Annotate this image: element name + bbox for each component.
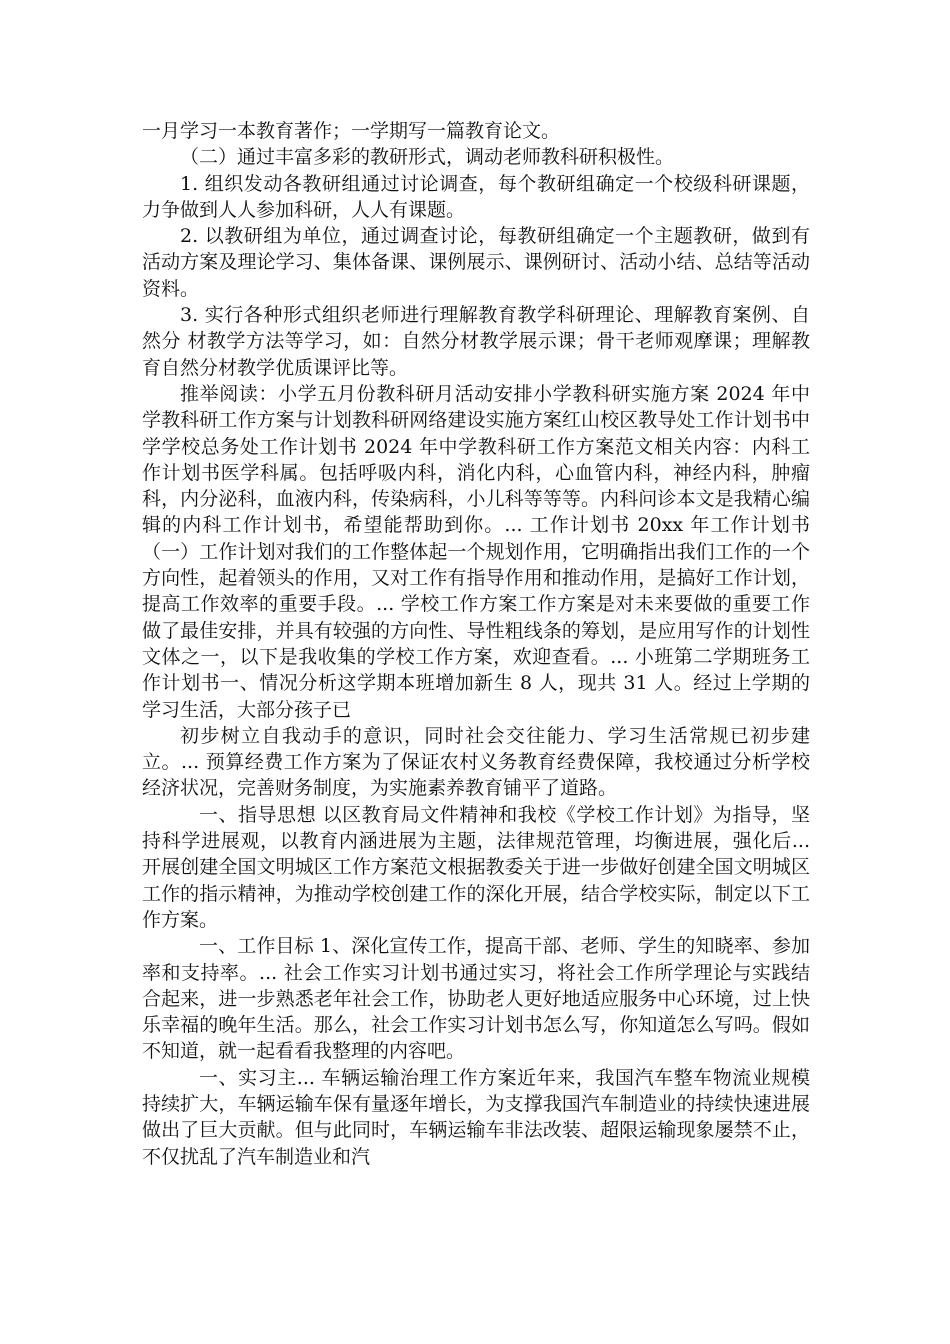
- paragraph-8: 一、指导思想 以区教育局文件精神和我校《学校工作计划》为指导，坚持科学进展观，以教育内涵进展为主题，法律规范管理，均衡进展，强化后... 开展创建全国文明城区工作方案范文根据教委关于进一步做好创建全国文明城区工作的指示精神，为推动学校创建工作的深化开展，结合学校实际，制定以下工作方案。: [142, 803, 810, 931]
- paragraph-1: 一月学习一本教育著作；一学期写一篇教育论文。: [142, 120, 561, 142]
- paragraph-3: 1. 组织发动各教研组通过讨论调查，每个教研组确定一个校级科研课题，力争做到人人参加科研，人人有课题。: [142, 172, 810, 221]
- paragraph-5: 3. 实行各种形式组织老师进行理解教育教学科研理论、理解教育案例、自然分 材教学方法等学习，如：自然分材教学展示课；骨干老师观摩课；理解教育自然分材教学优质课评比等。: [142, 304, 810, 379]
- paragraph-4: 2. 以教研组为单位，通过调查讨论，每教研组确定一个主题教研，做到有活动方案及理论学习、集体备课、课例展示、课例研讨、活动小结、总结等活动资料。: [142, 225, 810, 300]
- document-page: [142, 118, 810, 1170]
- paragraph-6: 推举阅读：小学五月份教科研月活动安排小学教科研实施方案 2024 年中学教科研工作方案与计划教科研网络建设实施方案红山校区教导处工作计划书中学学校总务处工作计划书 2024 年中学教科研工作方案范文相关内容：内科工作计划书医学科属。包括呼吸内科，消化内科，心血管内科，神经内科，肿瘤科，内分泌科，血液内科，传染病科，小儿科等等等。内科问诊本文是我精心编辑的内科工作计划书，希望能帮助到你。... 工作计划书 20xx 年工作计划书 （一）工作计划对我们的工作整体起一个规划作用，它明确指出我们工作的一个方向性，起着领头的作用，又对工作有指导作用和推动作用，是搞好工作计划，提高工作效率的重要手段。... 学校工作方案工作方案是对未来要做的重要工作做了最佳安排，并具有较强的方向性、导性粗线条的筹划，是应用写作的计划性文体之一，以下是我收集的学校工作方案，欢迎查看。... 小班第二学期班务工作计划书一、情况分析这学期本班增加新生 8 人，现共 31 人。经过上学期的学习生活，大部分孩子已: [142, 382, 810, 721]
- paragraph-2: （二）通过丰富多彩的教研形式，调动老师教科研积极性。: [180, 146, 675, 169]
- paragraph-9: 一、工作目标 1、深化宣传工作，提高干部、老师、学生的知晓率、参加率和支持率。... 社会工作实习计划书通过实习，将社会工作所学理论与实践结合起来，进一步熟悉老年社会工作，协助老人更好地适应服务中心环境，过上快乐幸福的晚年生活。那么，社会工作实习计划书怎么写，你知道怎么写吗。假如不知道，就一起看看我整理的内容吧。: [142, 935, 810, 1063]
- paragraph-10: 一、实习主... 车辆运输治理工作方案近年来，我国汽车整车物流业规模持续扩大，车辆运输车保有量逐年增长，为支撑我国汽车制造业的持续快速进展做出了巨大贡献。但与此同时，车辆运输车非法改装、超限运输现象屡禁不止，不仅扰乱了汽车制造业和汽: [142, 1066, 810, 1168]
- paragraph-7: 初步树立自我动手的意识，同时社会交往能力、学习生活常规已初步建立。... 预算经费工作方案为了保证农村义务教育经费保障，我校通过分析学校经济状况，完善财务制度，为实施素养教育铺平了道路。: [142, 724, 810, 800]
